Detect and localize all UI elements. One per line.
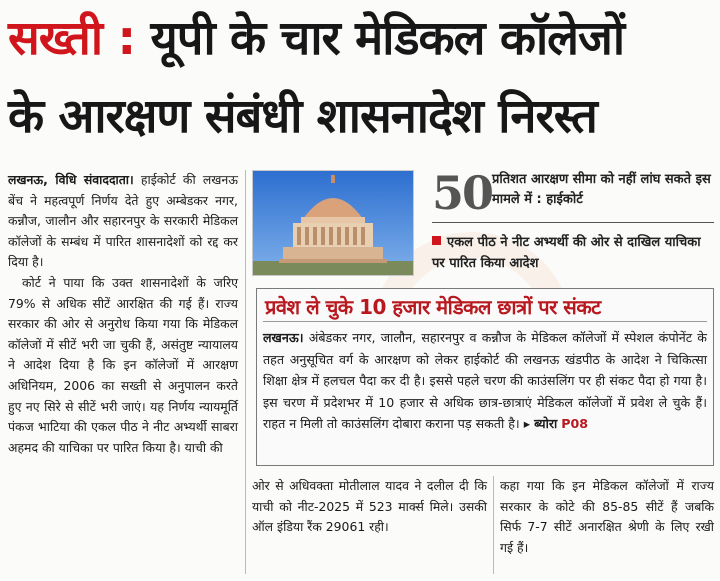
bullet-text: एकल पीठ ने नीट अभ्यर्थी की ओर से दाखिल याचिका पर पारित किया आदेश [432, 235, 701, 271]
divider [263, 321, 707, 322]
boxed-story [256, 288, 714, 466]
article-paragraph-1: हाईकोर्ट की लखनऊ बेंच ने महत्वपूर्ण निर्णय देते हुए अम्बेडकर नगर, कन्नौज, जालौन और सहारनपुर के सरकारी मेडिकल कॉलेजों के सम्बंध में पारित शासनादेशों को रद्द कर दिया है। [8, 172, 238, 270]
bullet-note [432, 232, 714, 274]
column-divider [493, 476, 494, 574]
headline-kicker: सख्ती : [8, 11, 136, 66]
article-column-2: ओर से अधिवक्ता मोतीलाल यादव ने दलील दी कि याची को नीट-2025 में 523 मार्क्स मिले। उसकी ऑल इंडिया रैंक 29061 रही। [252, 478, 487, 535]
divider [432, 222, 714, 223]
highlight-number: 50 [432, 166, 493, 220]
article-column-1 [8, 170, 238, 458]
boxed-story-byline: लखनऊ। [263, 330, 304, 345]
article-paragraph-2: कोर्ट ने पाया कि उक्त शासनादेशों के जरिए 79% से अधिक सीटें आरक्षित की गई हैं। राज्य सरकार की ओर से अनुरोध किया गया कि मेडिकल कॉलेजों में सीटें भरी जा चुकी हैं, असंतुष्ट न्यायालय ने आदेश दिया है कि इन कॉलेजों में आरक्षण अधिनियम, 2006 का सख्ती से अनुपालन करते हुए नए सिरे से सीटें भरी जाएं। यह निर्णय न्यायमूर्ति पंकज भाटिया की एकल पीठ ने नीट अभ्यर्थी साबरा अहमद की याचिका पर पारित किया है। याची की [8, 274, 238, 455]
boxed-story-ref: ब्योरा [534, 416, 558, 431]
column-divider [245, 170, 246, 574]
headline-line1-text: यूपी के चार मेडिकल कॉलेजों [150, 11, 625, 66]
headline-line2: के आरक्षण संबंधी शासनादेश निरस्त [8, 89, 597, 144]
article-column-3: कहा गया कि इन मेडिकल कॉलेजों में राज्य सरकार के कोटे की 85-85 सीटें हैं जबकि सिर्फ 7-7 सीटें अनारक्षित श्रेणी के लिए रखी गई हैं। [500, 478, 714, 555]
boxed-story-headline: प्रवेश ले चुके 10 हजार मेडिकल छात्रों पर संकट [265, 295, 601, 319]
highlight-text: प्रतिशत आरक्षण सीमा को नहीं लांघ सकते इस मामले में : हाईकोर्ट [492, 172, 711, 207]
headline-line1 [8, 4, 624, 74]
page-reference: P08 [561, 416, 589, 431]
byline: लखनऊ, विधि संवाददाता। [8, 172, 134, 187]
boxed-story-text: अंबेडकर नगर, जालौन, सहारनपुर व कन्नौज के मेडिकल कॉलेजों में स्पेशल कंपोनेंट के तहत अनुसूचित वर्ग के आरक्षण को लेकर हाईकोर्ट की लखनऊ खंडपीठ के आदेश ने चिकित्सा शिक्षा क्षेत्र में हलचल पैदा कर दी है। इससे पहले चरण की काउंसलिंग पर ही संकट पैदा हो गया है। इस चरण में प्रदेशभर में 10 हजार से अधिक छात्र-छात्राएं मेडिकल कॉलेजों में प्रवेश ले चुके हैं। राहत न मिली तो काउंसलिंग दोबारा कराना पड़ सकती है। [263, 330, 707, 431]
bullet-square-icon [432, 236, 441, 245]
boxed-story-body [263, 327, 707, 435]
arrow-icon: ▸ [523, 416, 531, 431]
high-court-photo [252, 170, 414, 276]
